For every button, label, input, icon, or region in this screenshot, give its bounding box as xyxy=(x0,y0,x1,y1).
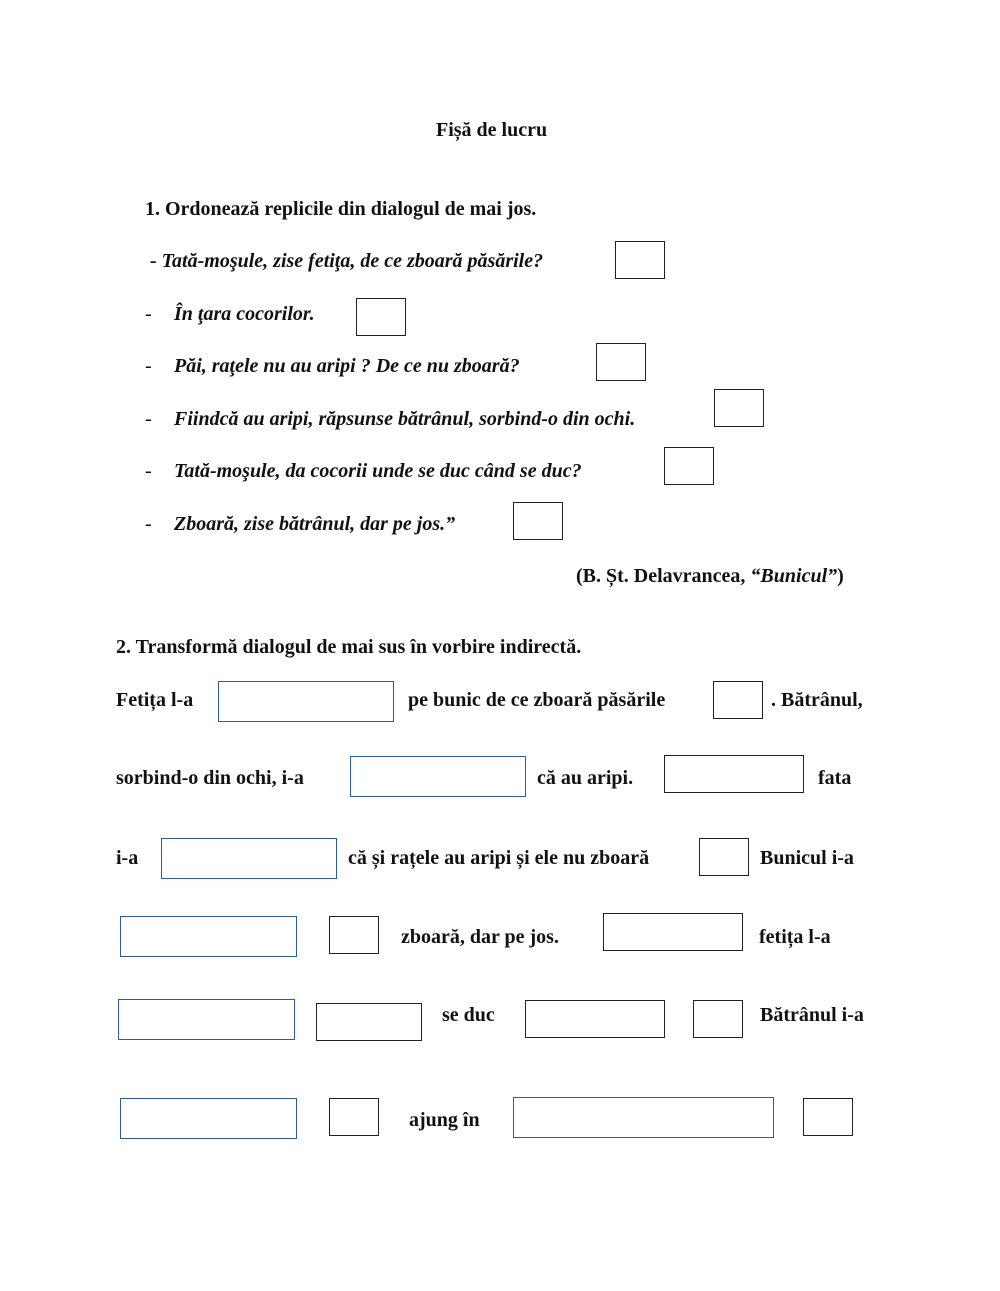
fragment-r1c: . Bătrânul, xyxy=(771,689,863,711)
fragment-r5b: Bătrânul i-a xyxy=(760,1004,864,1026)
fragment-r2a: sorbind-o din ochi, i-a xyxy=(116,767,304,789)
answer-field-1[interactable] xyxy=(218,681,394,722)
fragment-r2c: fata xyxy=(818,767,852,789)
dash-3: - xyxy=(145,355,152,377)
answer-box-4b[interactable] xyxy=(603,913,743,951)
dash-6: - xyxy=(145,513,152,535)
dialogue-line-2: În ţara cocorilor. xyxy=(174,303,315,325)
punct-box-1[interactable] xyxy=(713,681,763,719)
punct-box-6[interactable] xyxy=(329,1098,379,1136)
order-box-4[interactable] xyxy=(714,389,764,427)
exercise-2-heading: 2. Transformă dialogul de mai sus în vorbire indirectă. xyxy=(116,636,582,658)
fragment-r4b: fetița l-a xyxy=(759,926,831,948)
fragment-r3a: i-a xyxy=(116,847,139,869)
fragment-r1b: pe bunic de ce zboară păsările xyxy=(408,689,666,711)
fragment-r3c: Bunicul i-a xyxy=(760,847,854,869)
answer-field-2[interactable] xyxy=(350,756,526,797)
answer-field-6[interactable] xyxy=(120,1098,297,1139)
dash-5: - xyxy=(145,460,152,482)
fragment-r5a: se duc xyxy=(442,1004,495,1026)
fragment-r4a: zboară, dar pe jos. xyxy=(401,926,559,948)
order-box-1[interactable] xyxy=(615,241,665,279)
dash-4: - xyxy=(145,408,152,430)
source-citation: (B. Șt. Delavrancea, “Bunicul”) xyxy=(576,565,844,587)
order-box-2[interactable] xyxy=(356,298,406,336)
order-box-5[interactable] xyxy=(664,447,714,485)
answer-box-5a[interactable] xyxy=(316,1003,422,1041)
page-title: Fișă de lucru xyxy=(436,119,548,141)
punct-box-5[interactable] xyxy=(693,1000,743,1038)
dialogue-line-6: Zboară, zise bătrânul, dar pe jos.” xyxy=(174,513,456,535)
dialogue-line-5: Tată-moşule, da cocorii unde se duc când se duc? xyxy=(174,460,582,482)
answer-box-5b[interactable] xyxy=(525,1000,665,1038)
order-box-3[interactable] xyxy=(596,343,646,381)
punct-box-4[interactable] xyxy=(329,916,379,954)
answer-box-2b[interactable] xyxy=(664,755,804,793)
fragment-r3b: că și rațele au aripi și ele nu zboară xyxy=(348,847,650,869)
dash-2: - xyxy=(145,303,152,325)
punct-box-6b[interactable] xyxy=(803,1098,853,1136)
answer-field-5[interactable] xyxy=(118,999,295,1040)
punct-box-3[interactable] xyxy=(699,838,749,876)
answer-field-3[interactable] xyxy=(161,838,337,879)
dialogue-line-3: Păi, raţele nu au aripi ? De ce nu zboară? xyxy=(174,355,520,377)
order-box-6[interactable] xyxy=(513,502,563,540)
exercise-1-heading: 1. Ordonează replicile din dialogul de mai jos. xyxy=(145,198,537,220)
dialogue-line-4: Fiindcă au aripi, răpsunse bătrânul, sorbind-o din ochi. xyxy=(174,408,636,430)
answer-field-6b[interactable] xyxy=(513,1097,774,1138)
dialogue-line-1: - Tată-moşule, zise fetiţa, de ce zboară păsările? xyxy=(150,250,544,272)
fragment-r6a: ajung în xyxy=(409,1109,480,1131)
fragment-r1a: Fetița l-a xyxy=(116,689,194,711)
fragment-r2b: că au aripi. xyxy=(537,767,634,789)
answer-field-4[interactable] xyxy=(120,916,297,957)
